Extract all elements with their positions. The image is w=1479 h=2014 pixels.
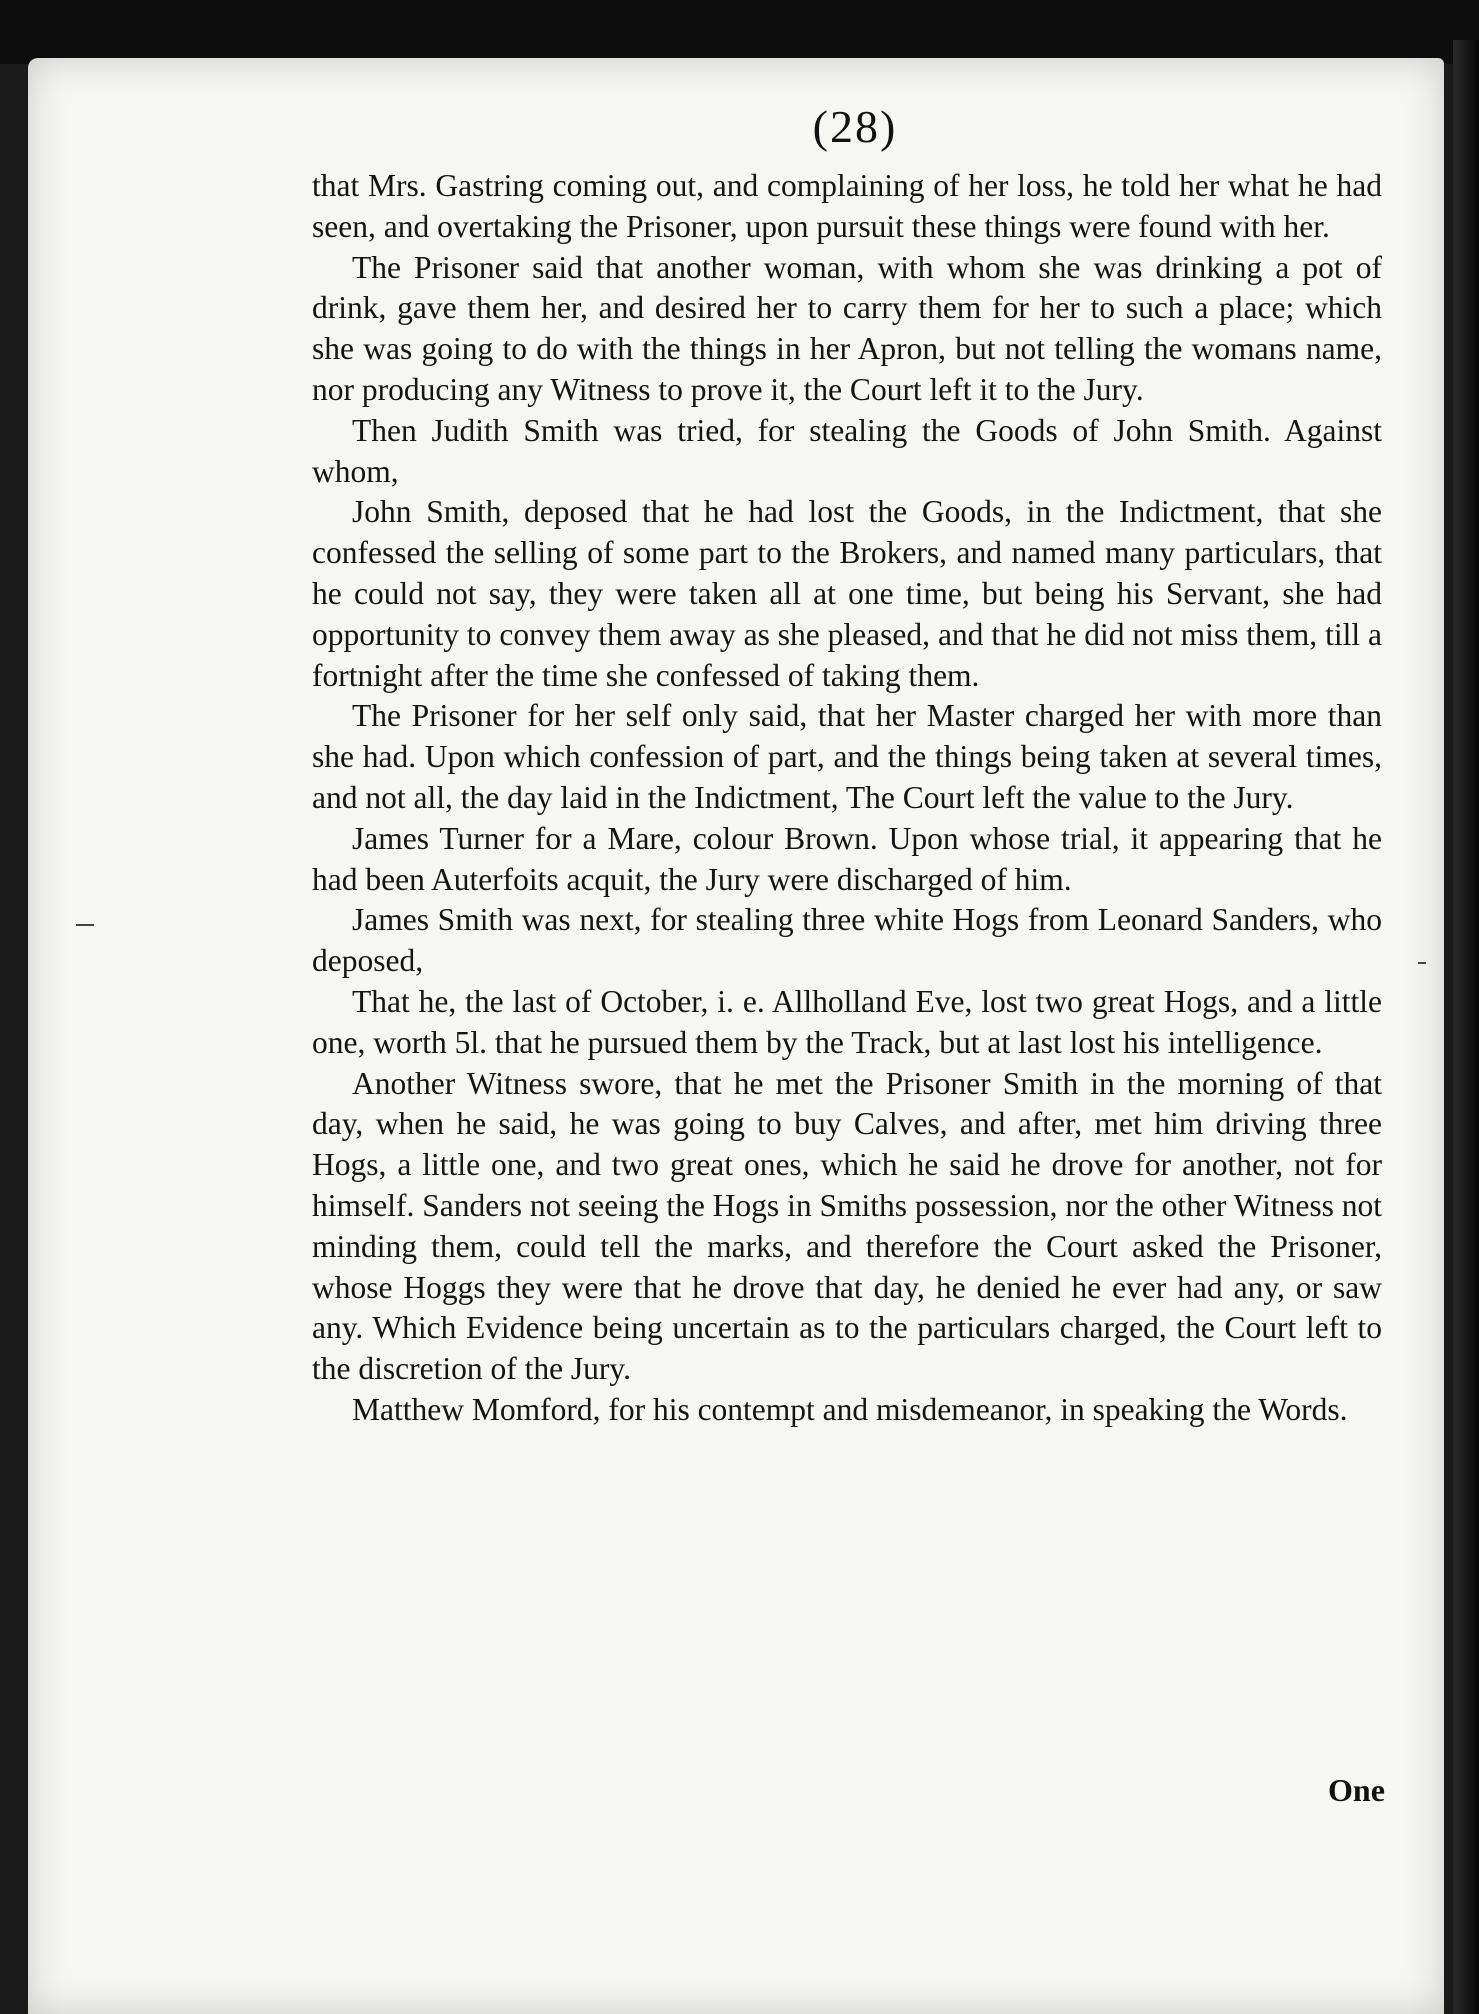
paragraph: that Mrs. Gastring coming out, and complaining of her loss, he told her what he had seen, and overtaking the Prisoner, upon pursuit these things were found with her. xyxy=(312,168,1382,244)
paragraph: The Prisoner said that another woman, with whom she was drinking a pot of drink, gave them her, and desired her to carry them for her to such a place; which she was going to do with the things in her Apron, but not telling the womans name, nor producing any Witness to prove it, the Court left it to the Jury. xyxy=(312,249,1382,407)
page-number: (28) xyxy=(812,101,898,152)
paragraph: The Prisoner for her self only said, that her Master charged her with more than she had. Upon which confession of part, and the things being taken at several times, and not all, the day laid in the Indictment, The Court left the value to the Jury. xyxy=(312,698,1382,815)
paragraph: Then Judith Smith was tried, for stealing the Goods of John Smith. Against whom, xyxy=(312,412,1382,489)
margin-mark-right xyxy=(1418,962,1426,964)
paragraph: Matthew Momford, for his contempt and misdemeanor, in speaking the Words. xyxy=(352,1391,1348,1427)
paragraph: Another Witness swore, that he met the Prisoner Smith in the morning of that day, when he said, he was going to buy Calves, and after, met him driving three Hogs, a little one, and two great ones, which he said he drove for another, not for himself. Sanders not seeing the Hogs in Smiths possession, nor the other Witness not minding them, could tell the marks, and therefore the Court asked the Prisoner, whose Hoggs they were that he drove that day, he denied he ever had any, or saw any. Which Evidence being uncertain as to the particulars charged, the Court left to the discretion of the Jury. xyxy=(312,1065,1382,1387)
paragraph: John Smith, deposed that he had lost the Goods, in the Indictment, that she confessed the selling of some part to the Brokers, and named many particulars, that he could not say, they were taken all at one time, but being his Servant, she had opportunity to convey them away as she pleased, and that he did not miss them, till a fortnight after the time she confessed of taking them. xyxy=(312,494,1382,693)
paragraph: James Smith was next, for stealing three white Hogs from Leonard Sanders, who deposed, xyxy=(312,902,1382,979)
book-binding-edge xyxy=(1453,40,1479,2014)
page-body-text xyxy=(312,166,1382,1431)
paragraph: That he, the last of October, i. e. Allholland Eve, lost two great Hogs, and a little one, worth 5l. that he pursued them by the Track, but at last lost his intelligence. xyxy=(312,983,1382,1060)
scanner-background xyxy=(0,0,1479,64)
margin-mark-left xyxy=(76,924,94,926)
paragraph: James Turner for a Mare, colour Brown. Upon whose trial, it appearing that he had been Auterfoits acquit, the Jury were discharged of him. xyxy=(312,820,1382,897)
catchword: One xyxy=(1328,1772,1385,1808)
